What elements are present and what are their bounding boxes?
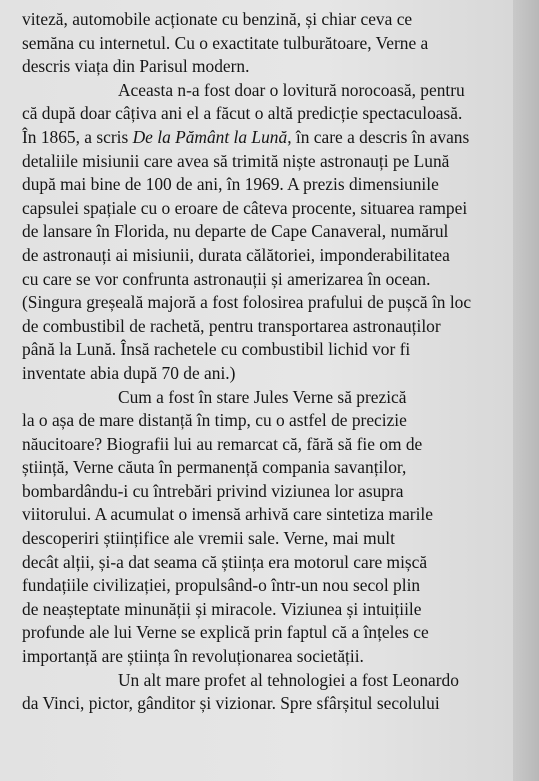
text-line: inventate abia după 70 de ani.) [22, 362, 236, 383]
text-line: năucitoare? Biografii lui au remarcat că, fără să fie om de [22, 433, 423, 454]
book-title: De la Pământ la Lună [132, 126, 288, 147]
text-line: descoperiri științifice ale vremii sale. Verne, mai mult [22, 528, 395, 549]
text-line: detaliile misiunii care avea să trimită niște astronauți pe Lună [22, 150, 450, 171]
text-line: viitorului. A acumulat o imensă arhivă care sintetiza marile [22, 504, 433, 525]
text-line [22, 126, 500, 150]
text-line: decât alții, și-a dat seama că știința era motorul care mișcă [22, 551, 428, 572]
text-span: , în care a descris în avans [287, 126, 470, 147]
text-line: Aceasta n-a fost doar o lovitură norocoasă, pentru [118, 79, 465, 100]
text-line: importanță are știința în revoluționarea societății. [22, 646, 364, 667]
text-line: bombardându-i cu întrebări privind viziunea lor asupra [22, 480, 404, 501]
text-line: știință, Verne căuta în permanență compania savanților, [22, 457, 407, 478]
text-line: de neașteptate minunății și miracole. Viziunea și intuițiile [22, 598, 422, 619]
text-line: (Singura greșeală majoră a fost folosirea prafului de pușcă în loc [22, 292, 472, 313]
text-line: după mai bine de 100 de ani, în 1969. A prezis dimensiunile [22, 174, 439, 195]
text-line: de astronauți ai misiunii, durata călătoriei, imponderabilitatea [22, 244, 450, 265]
text-line: Cum a fost în stare Jules Verne să prezică [118, 386, 407, 407]
text-line: semăna cu internetul. Cu o exactitate tulburătoare, Verne a [22, 32, 429, 53]
text-line: viteză, automobile acționate cu benzină, și chiar ceva ce [22, 9, 413, 29]
facing-page-edge [513, 0, 539, 781]
text-line: cu care se vor confrunta astronauții și amerizarea în ocean. [22, 268, 431, 289]
text-line: da Vinci, pictor, gânditor și vizionar. Spre sfârșitul secolului [22, 693, 440, 714]
text-span: În 1865, a scris [22, 126, 133, 147]
text-line: descris viața din Parisul modern. [22, 56, 250, 77]
text-line: profunde ale lui Verne se explică prin faptul că a înțeles ce [22, 622, 429, 643]
text-line: că după doar câțiva ani el a făcut o altă predicție spectaculoasă. [22, 103, 463, 124]
text-line: Un alt mare profet al tehnologiei a fost Leonardo [118, 669, 459, 690]
text-line: la o așa de mare distanță în timp, cu o astfel de precizie [22, 410, 407, 431]
text-line: de lansare în Florida, nu departe de Cape Canaveral, numărul [22, 221, 449, 242]
text-line: până la Lună. Însă rachetele cu combustibil lichid vor fi [22, 339, 411, 360]
text-line: capsulei spațiale cu o eroare de câteva procente, situarea rampei [22, 197, 468, 218]
text-line: fundațiile civilizației, propulsând-o într-un nou secol plin [22, 575, 421, 596]
text-line: de combustibil de rachetă, pentru transportarea astronauților [22, 315, 441, 336]
body-text [22, 8, 500, 716]
